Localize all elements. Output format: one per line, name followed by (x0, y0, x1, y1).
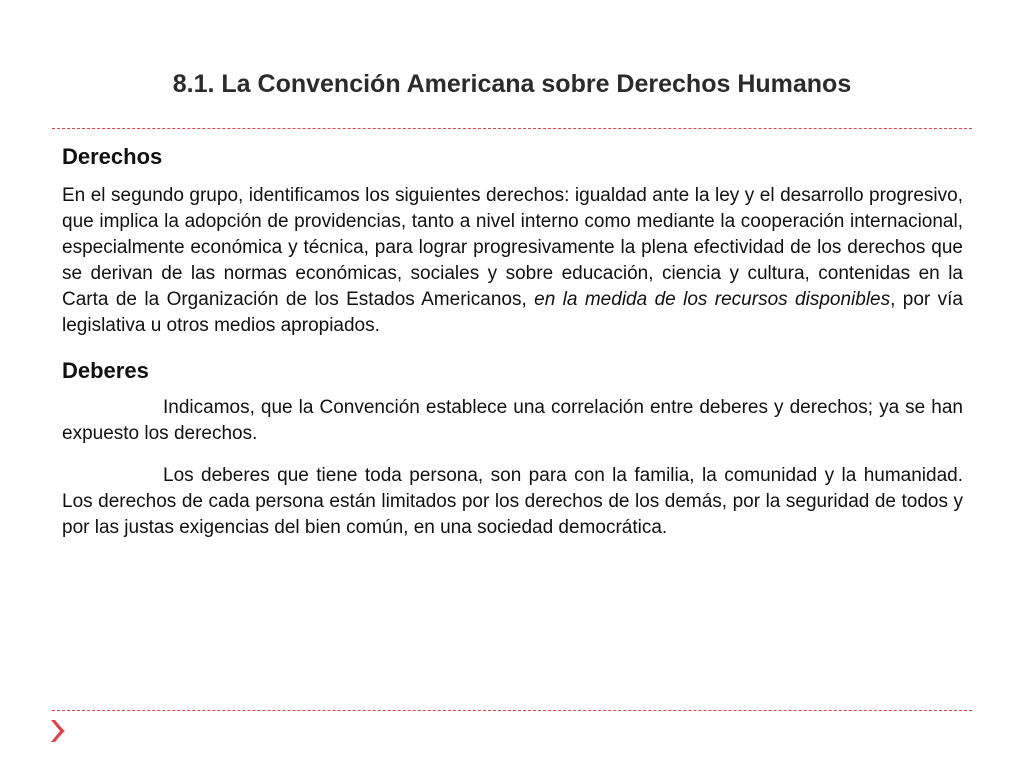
top-divider (52, 128, 972, 129)
paragraph-derechos-text-end: , por vía legislativa u otros medios apropiados. (62, 289, 963, 336)
double-chevron-right-icon (49, 718, 69, 744)
paragraph-deberes-2: Los deberes que tiene toda persona, son para con la familia, la comunidad y la humanidad. Los derechos de cada persona están limitados por los derechos de los demás, por la seguridad de todos y por las justas exigencias del bien común, en una sociedad democrática. (62, 465, 963, 538)
paragraph-derechos-italic: en la medida de los recursos disponibles (534, 289, 891, 310)
heading-deberes: Deberes (62, 358, 149, 383)
paragraph-derechos (62, 183, 963, 339)
paragraph-deberes-1: Indicamos, que la Convención establece una correlación entre deberes y derechos; ya se han expuesto los derechos. (62, 397, 963, 444)
bottom-divider (52, 710, 972, 711)
slide-content (62, 143, 963, 557)
paragraph-derechos-text-start: En el segundo grupo, identificamos los siguientes derechos: igualdad ante la ley y el desarrollo progresivo, que implica la adopción de providencias, tanto a nivel interno como mediante la cooperación internacional, especialmente económica y técnica, para lograr progresivamente la plena efectividad de los derechos que se derivan de las normas económicas, sociales y sobre educación, ciencia y cultura, contenidas en la Carta de la Organización de los Estados Americanos, (62, 185, 963, 310)
slide-title: 8.1. La Convención Americana sobre Derechos Humanos (172, 70, 852, 98)
heading-derechos: Derechos (62, 144, 163, 169)
